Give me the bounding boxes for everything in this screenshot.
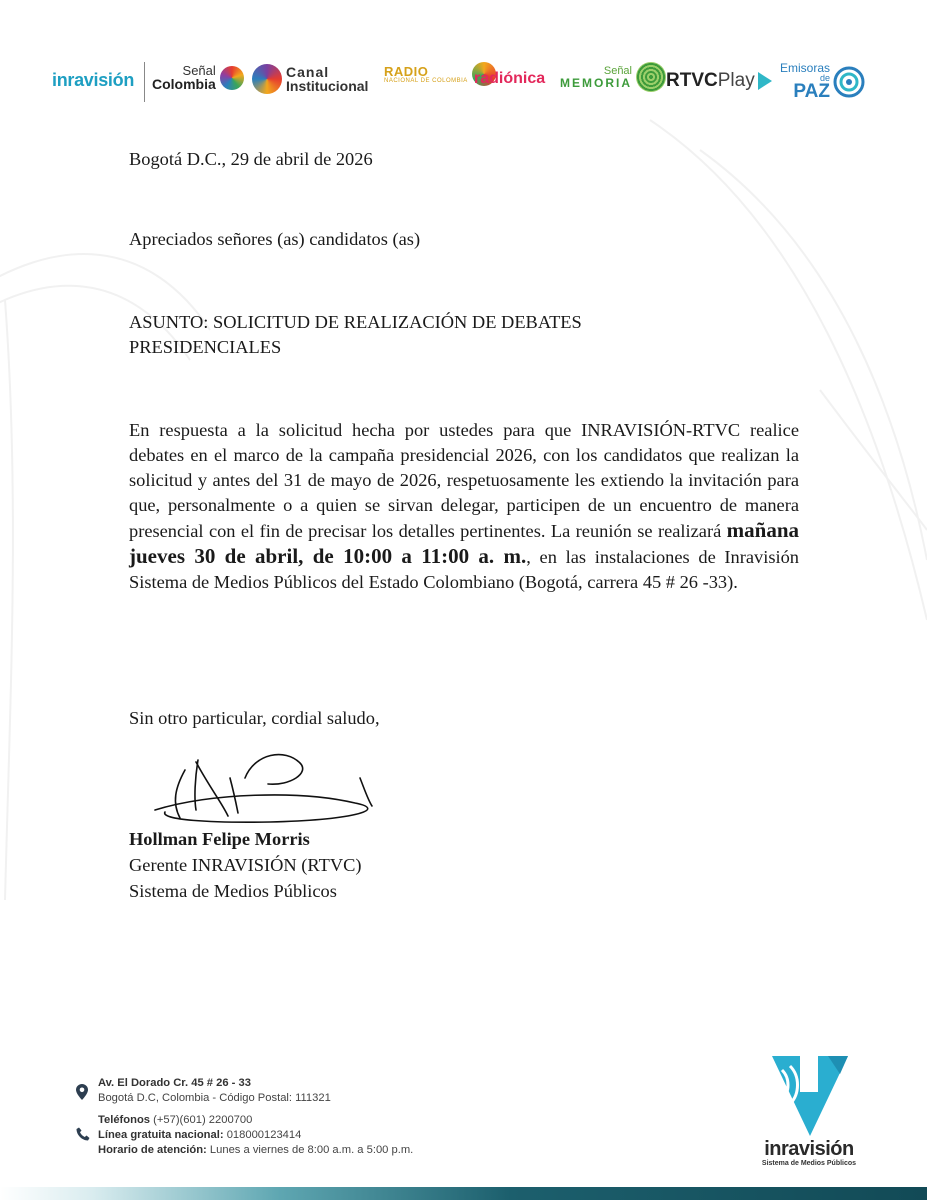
canal-institucional-line2: Institucional bbox=[286, 78, 369, 94]
letter-body-start: En respuesta a la solicitud hecha por ustedes para que INRAVISIÓN-RTVC realice debates en el marco de la campaña presidencial 2026, con los candidatos que realizan la solicitud y antes del 31 de mayo de 2026, respetuosamente les extiendo la invitación para que, personalmente o a quien se sirvan delegar, participen de un encuentro de manera presencial con el fin de precisar los detalles pertinentes. La reunión se realizará bbox=[129, 420, 799, 541]
footer-address: Av. El Dorado Cr. 45 # 26 - 33 bbox=[98, 1077, 251, 1089]
emisoras-paz-spiral-icon bbox=[833, 66, 865, 98]
bottom-color-stripe bbox=[0, 1187, 927, 1200]
letter-body bbox=[129, 418, 799, 595]
rtvc-play-line2: Play bbox=[717, 70, 755, 91]
senal-colombia-line2: Colombia bbox=[152, 76, 216, 92]
location-pin-icon bbox=[76, 1084, 88, 1100]
canal-institucional-logo bbox=[252, 64, 368, 94]
letter-body-emphasis: mañana jueves 30 de abril, de 10:00 a 11:00 a. m. bbox=[129, 518, 799, 568]
footer-hours-value: Lunes a viernes de 8:00 a.m. a 5:00 p.m. bbox=[209, 1144, 414, 1156]
footer-brand-name: inravisión bbox=[764, 1138, 854, 1160]
inravision-logo-text: inravisión bbox=[52, 70, 135, 90]
letter-body-end: , en las instalaciones de Inravisión Sistema de Medios Públicos del Estado Colombiano (Bogotá, carrera 45 # 26 -33). bbox=[129, 547, 799, 592]
footer-hours-label: Horario de atención: bbox=[98, 1144, 207, 1156]
emisoras-paz-line2: de bbox=[820, 73, 831, 83]
letter-salutation: Apreciados señores (as) candidatos (as) bbox=[129, 229, 421, 249]
footer-tollfree-value: 018000123414 bbox=[226, 1129, 302, 1141]
inravision-emblem-icon bbox=[744, 1052, 874, 1138]
senal-colombia-logo bbox=[152, 64, 244, 91]
logo-divider bbox=[144, 62, 145, 102]
radionica-logo bbox=[474, 70, 545, 88]
rtvc-play-line1: RTVC bbox=[666, 70, 718, 91]
radio-nacional-line1: RADIO bbox=[384, 63, 429, 79]
signer-organization: Sistema de Medios Públicos bbox=[129, 881, 337, 901]
inravision-footer-logo bbox=[744, 1052, 874, 1172]
signer-name: Hollman Felipe Morris bbox=[129, 829, 310, 849]
senal-memoria-swirl-icon bbox=[636, 62, 666, 92]
signer-title: Gerente INRAVISIÓN (RTVC) bbox=[129, 855, 362, 875]
inravision-logo bbox=[52, 70, 134, 91]
radionica-logo-text: radiónica bbox=[474, 70, 546, 87]
emisoras-paz-line3: PAZ bbox=[793, 81, 831, 102]
senal-memoria-logo bbox=[560, 62, 666, 92]
header-logos bbox=[50, 60, 880, 104]
play-icon bbox=[758, 72, 772, 90]
footer-tollfree-label: Línea gratuita nacional: bbox=[98, 1129, 224, 1141]
letter-closing: Sin otro particular, cordial saludo, bbox=[129, 708, 380, 728]
senal-memoria-line1: Señal bbox=[603, 64, 632, 77]
senal-colombia-swirl-icon bbox=[220, 66, 244, 90]
footer-phones-label: Teléfonos bbox=[98, 1114, 151, 1126]
footer-brand-tagline: Sistema de Medios Públicos bbox=[761, 1160, 857, 1167]
signer-block bbox=[129, 826, 799, 904]
canal-institucional-line1: Canal bbox=[286, 64, 330, 80]
footer-address-city: Bogotá D.C, Colombia - Código Postal: 111321 bbox=[98, 1092, 331, 1104]
emisoras-paz-logo bbox=[780, 62, 865, 101]
letter-subject: ASUNTO: SOLICITUD DE REALIZACIÓN DE DEBATES PRESIDENCIALES bbox=[129, 312, 582, 357]
footer-phones-value: (+57)(601) 2200700 bbox=[153, 1114, 253, 1126]
phone-icon bbox=[76, 1127, 90, 1141]
canal-institucional-swirl-icon bbox=[252, 64, 282, 94]
emisoras-paz-line1: Emisoras bbox=[780, 61, 831, 75]
senal-colombia-line1: Señal bbox=[182, 63, 216, 78]
senal-memoria-line2: MEMORIA bbox=[560, 75, 632, 90]
radio-nacional-line2: NACIONAL DE COLOMBIA bbox=[384, 77, 468, 84]
rtvc-play-logo bbox=[666, 70, 772, 92]
handwritten-signature bbox=[150, 748, 390, 828]
letter-date: Bogotá D.C., 29 de abril de 2026 bbox=[129, 149, 373, 169]
